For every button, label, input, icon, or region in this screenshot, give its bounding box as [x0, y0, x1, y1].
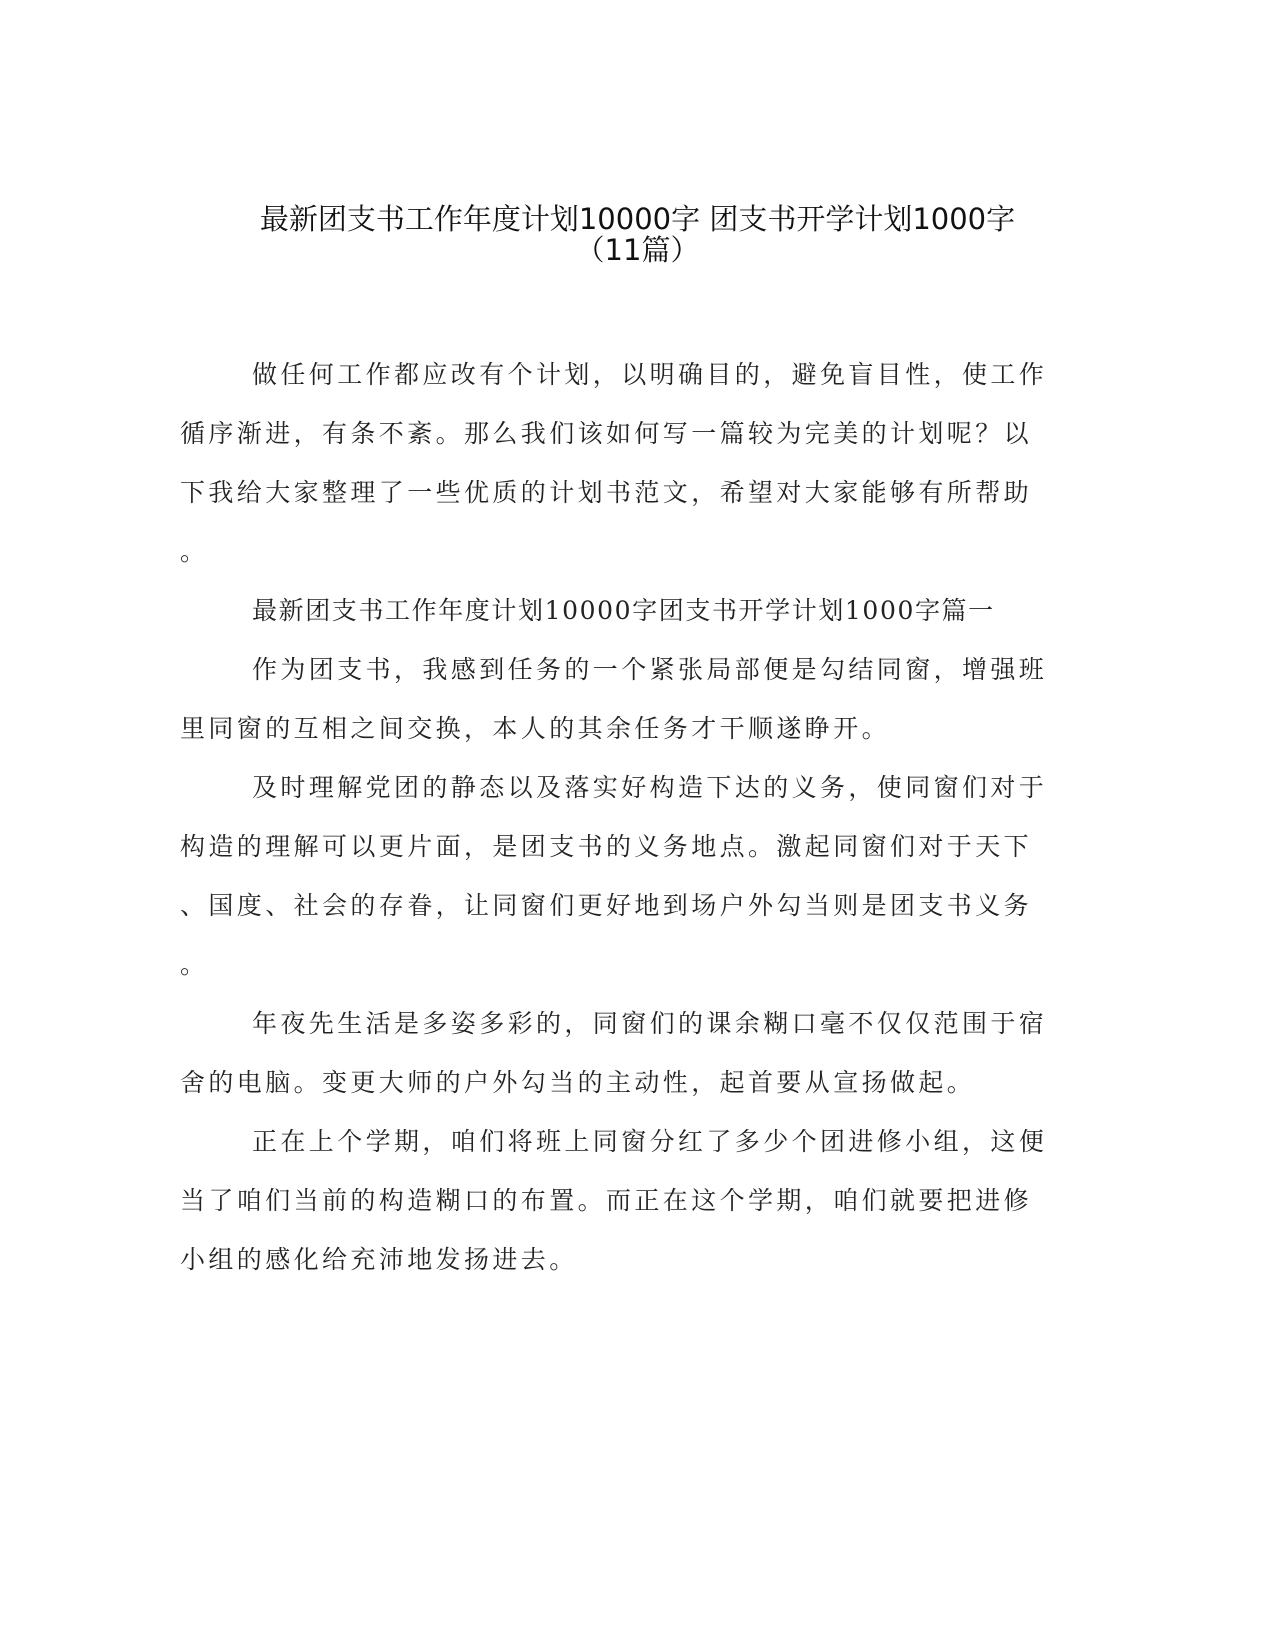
- paragraph-line: 。: [180, 950, 209, 979]
- paragraph-line: 里同窗的互相之间交换，本人的其余任务才干顺遂睁开。: [180, 714, 891, 743]
- paragraph-line: 舍的电脑。变更大师的户外勾当的主动性，起首要从宣扬做起。: [180, 1068, 976, 1097]
- paragraph-line: 、国度、社会的存眷，让同窗们更好地到场户外勾当则是团支书义务: [180, 891, 1033, 920]
- paragraph-line: 循序渐进，有条不紊。那么我们该如何写一篇较为完美的计划呢？以: [180, 419, 1033, 448]
- paragraph-line: 年夜先生活是多姿多彩的，同窗们的课余糊口毫不仅仅范围于宿: [252, 1009, 1048, 1038]
- paragraph-line: 。: [180, 537, 209, 566]
- paragraph-line: 正在上个学期，咱们将班上同窗分红了多少个团进修小组，这便: [252, 1127, 1048, 1156]
- paragraph-line: 下我给大家整理了一些优质的计划书范文，希望对大家能够有所帮助: [180, 478, 1033, 507]
- paragraph-line: 做任何工作都应改有个计划，以明确目的，避免盲目性，使工作: [252, 360, 1048, 389]
- paragraph-line: 作为团支书，我感到任务的一个紧张局部便是勾结同窗，增强班: [252, 655, 1048, 684]
- document-title-line1: 最新团支书工作年度计划10000字 团支书开学计划1000字: [259, 202, 1016, 236]
- paragraph-line: 当了咱们当前的构造糊口的布置。而正在这个学期，咱们就要把进修: [180, 1186, 1033, 1215]
- paragraph-line: 小组的感化给充沛地发扬进去。: [180, 1245, 578, 1274]
- document-title-line2-text: （11篇）: [575, 233, 700, 267]
- paragraph-line: 及时理解党团的静态以及落实好构造下达的义务，使同窗们对于: [252, 773, 1048, 802]
- section-heading: 最新团支书工作年度计划10000字团支书开学计划1000字篇一: [252, 596, 995, 625]
- paragraph-line: 构造的理解可以更片面，是团支书的义务地点。激起同窗们对于天下: [180, 832, 1033, 861]
